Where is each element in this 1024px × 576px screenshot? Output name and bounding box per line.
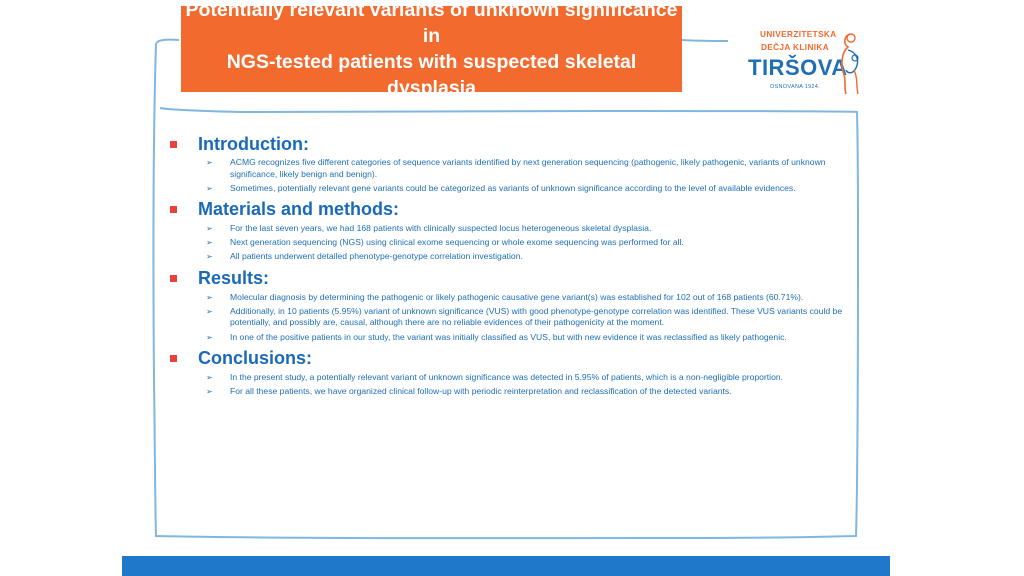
square-bullet-icon <box>170 275 177 282</box>
list-item: ➢ Sometimes, potentially relevant gene variants could be categorized as variants of unknown significance according to the level of available evidences. <box>206 182 796 193</box>
arrow-bullet-icon: ➢ <box>206 332 213 342</box>
logo-subtitle: OSNOVANA 1924. <box>770 84 820 90</box>
list-item: ➢ Additionally, in 10 patients (5.95%) variant of unknown significance (VUS) with good phenotype-genotype correlation was identified. These VUS variants could be potentially, and possibly are, causal, although there are no reliable evidences of their pathogenicity at the moment. <box>206 305 843 328</box>
section-introduction <box>166 131 846 194</box>
section-results <box>166 266 846 344</box>
section-title: Introduction: <box>198 133 309 154</box>
arrow-bullet-icon: ➢ <box>206 223 213 233</box>
list-item: ➢ For all these patients, we have organized clinical follow-up with periodic reinterpretation and reclassification of the detected variants. <box>206 385 732 396</box>
title-line-2: NGS-tested patients with suspected skeletal dysplasia <box>226 51 637 99</box>
logo-line-1: UNIVERZITETSKA <box>760 30 837 39</box>
section-conclusions <box>166 346 846 398</box>
arrow-bullet-icon: ➢ <box>206 386 213 396</box>
section-title: Results: <box>198 268 270 289</box>
list-item: ➢ Next generation sequencing (NGS) using clinical exome sequencing or whole exome sequencing was performed for all. <box>206 237 684 248</box>
list-item: ➢ All patients underwent detailed phenotype-genotype correlation investigation. <box>206 251 523 262</box>
list-item: ➢ Molecular diagnosis by determining the pathogenic or likely pathogenic causative gene variant(s) was established for 102 out of 168 patients (60.71%). <box>206 291 804 302</box>
section-title: Materials and methods: <box>198 199 400 220</box>
square-bullet-icon <box>170 355 177 362</box>
list-item: ➢ In one of the positive patients in our study, the variant was initially classified as VUS, but with new evidence it was reclassified as likely pathogenic. <box>206 331 787 342</box>
arrow-bullet-icon: ➢ <box>206 252 213 262</box>
footer-bar <box>122 556 890 576</box>
title-line-1: Potentially relevant variants of unknown significance in <box>185 0 678 47</box>
arrow-bullet-icon: ➢ <box>206 306 213 316</box>
square-bullet-icon <box>170 141 177 148</box>
section-title: Conclusions: <box>198 348 313 369</box>
mother-child-icon <box>834 30 864 96</box>
arrow-bullet-icon: ➢ <box>206 183 213 193</box>
logo-name: TIRŠOVA <box>748 55 848 80</box>
arrow-bullet-icon: ➢ <box>206 292 213 302</box>
arrow-bullet-icon: ➢ <box>206 158 213 167</box>
square-bullet-icon <box>170 206 177 213</box>
logo-line-2: DEČJA KLINIKA <box>760 43 830 52</box>
list-item: ➢ ACMG recognizes five different categories of sequence variants identified by next generation sequencing (pathogenic, likely pathogenic, variants of unknown significance, likely benign and benign). <box>206 157 826 179</box>
arrow-bullet-icon: ➢ <box>206 372 213 382</box>
slide-title <box>181 0 682 99</box>
slide-content <box>166 131 846 400</box>
clinic-logo <box>748 26 868 96</box>
arrow-bullet-icon: ➢ <box>206 238 213 248</box>
section-materials-methods <box>166 197 846 263</box>
list-item: ➢ For the last seven years, we had 168 patients with clinically suspected locus heterogeneous skeletal dysplasia. <box>206 222 652 233</box>
list-item: ➢ In the present study, a potentially relevant variant of unknown significance was detected in 5.95% of patients, which is a non-negligible proportion. <box>206 371 784 382</box>
